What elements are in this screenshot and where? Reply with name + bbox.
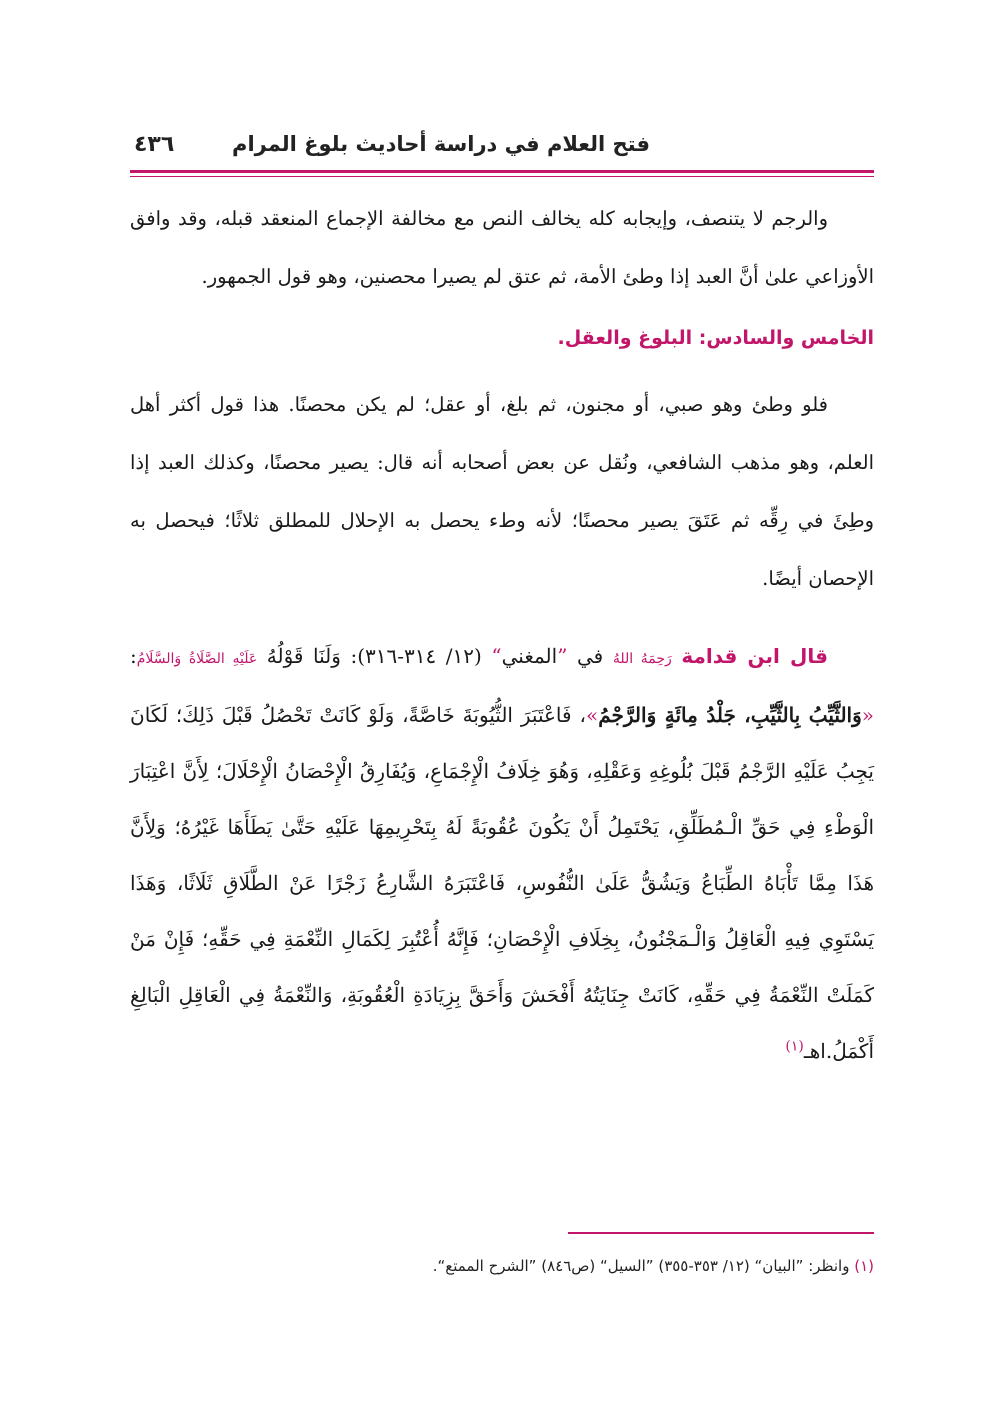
book-title: فتح العلام في دراسة أحاديث بلوغ المرام [232,132,650,156]
quote-author: قال ابن قدامة [681,644,829,668]
quote-paragraph: قال ابن قدامة رَحِمَهُ اللهُ في ”المغني“ (١٢/ ٣١٤-٣١٦): وَلَنَا قَوْلُهُ عَلَيْهِ الصَّلَاةُ وَالسَّلَامُ: «وَالثَّيِّبُ بِالثَّيِّبِ، جَلْدُ مِائَةٍ وَالرَّجْمُ»، فَاعْتَبَرَ الثُّيُوبَةَ خَاصَّةً، وَلَوْ كَانَتْ تَحْصُلُ قَبْلَ ذَلِكَ؛ لَكَانَ يَجِبُ عَلَيْهِ الرَّجْمُ قَبْلَ بُلُوغِهِ وَعَقْلِهِ، وَهُوَ خِلَافُ الْإِجْمَاعِ، وَيُفَارِقُ الْإِحْصَانُ الْإِحْلَالَ؛ لِأَنَّ اعْتِبَارَ الْوَطْءِ فِي حَقِّ الْـمُطَلِّقِ، يَحْتَمِلُ أَنْ يَكُونَ عُقُوبَةً لَهُ بِتَحْرِيمِهَا عَلَيْهِ حَتَّىٰ يَطَأَهَا غَيْرُهُ؛ وَلِأَنَّ هَذَا مِمَّا تَأْبَاهُ الطِّبَاعُ وَيَشُقُّ عَلَىٰ النُّفُوسِ، فَاعْتَبَرَهُ الشَّارِعُ زَجْرًا عَنْ الطَّلَاقِ ثَلَاثًا، وَهَذَا يَسْتَوِي فِيهِ الْعَاقِلُ وَالْـمَجْنُونُ، بِخِلَافِ الْإِحْصَانِ؛ فَإِنَّهُ أُعْتُبِرَ لِكَمَالِ النِّعْمَةِ فِي حَقِّهِ؛ فَإِنْ مَنْ كَمَلَتْ النِّعْمَةُ فِي حَقِّهِ، كَانَتْ جِنَايَتُهُ أَفْحَشَ وَأَحَقَّ بِزِيَادَةِ الْعُقُوبَةِ، وَالنِّعْمَةُ فِي الْعَاقِلِ الْبَالِغِ أَكْمَلُ.اهـ$^{(١)}$ [130,644,874,1063]
header-rule-thick [130,170,874,173]
footnote [130,1254,874,1278]
prophet-honorific-glyph: عَلَيْهِ الصَّلَاةُ وَالسَّلَامُ [136,651,258,667]
page-number: ٤٣٦ [134,132,175,157]
in-word: في [577,644,604,668]
honorific-glyph: رَحِمَهُ اللهُ [612,651,672,667]
hadith-quote-close: » [585,703,599,727]
book-quote-close: “ [491,644,502,668]
running-header [130,132,874,162]
quote-body: ، فَاعْتَبَرَ الثُّيُوبَةَ خَاصَّةً، وَلَوْ كَانَتْ تَحْصُلُ قَبْلَ ذَلِكَ؛ لَكَانَ يَجِبُ عَلَيْهِ الرَّجْمُ قَبْلَ بُلُوغِهِ وَعَقْلِهِ، وَهُوَ خِلَافُ الْإِجْمَاعِ، وَيُفَارِقُ الْإِحْصَانُ الْإِحْلَالَ؛ لِأَنَّ اعْتِبَارَ الْوَطْءِ فِي حَقِّ الْـمُطَلِّقِ، يَحْتَمِلُ أَنْ يَكُونَ عُقُوبَةً لَهُ بِتَحْرِيمِهَا عَلَيْهِ حَتَّىٰ يَطَأَهَا غَيْرُهُ؛ وَلِأَنَّ هَذَا مِمَّا تَأْبَاهُ الطِّبَاعُ وَيَشُقُّ عَلَىٰ النُّفُوسِ، فَاعْتَبَرَهُ الشَّارِعُ زَجْرًا عَنْ الطَّلَاقِ ثَلَاثًا، وَهَذَا يَسْتَوِي فِيهِ الْعَاقِلُ وَالْـمَجْنُونُ، بِخِلَافِ الْإِحْصَانِ؛ فَإِنَّهُ أُعْتُبِرَ لِكَمَالِ النِّعْمَةِ فِي حَقِّهِ؛ فَإِنْ مَنْ كَمَلَتْ النِّعْمَةُ فِي حَقِّهِ، كَانَتْ جِنَايَتُهُ أَفْحَشَ وَأَحَقَّ بِزِيَادَةِ الْعُقُوبَةِ، وَالنِّعْمَةُ فِي الْعَاقِلِ الْبَالِغِ أَكْمَلُ.اهـ [130,703,874,1063]
footnote-rule [568,1232,874,1234]
footnote-text: وانظر: ”البيان“ (١٢/ ٣٥٣-٣٥٥) ”السيل“ (ص٨٤٦) ”الشرح الممتع“. [432,1257,850,1275]
hadith-text: وَالثَّيِّبُ بِالثَّيِّبِ، جَلْدُ مِائَةٍ وَالرَّجْمُ [598,703,862,727]
footnote-number: (١) [854,1257,874,1275]
quote-intro: وَلَنَا قَوْلُهُ [266,644,341,668]
paragraph: فلو وطئ وهو صبي، أو مجنون، ثم بلغ، أو عقل؛ لم يكن محصنًا. هذا قول أكثر أهل العلم، وهو مذهب الشافعي، ونُقل عن بعض أصحابه أنه قال: يصير محصنًا، وكذلك العبد إذا وطِئَ في رِقِّه ثم عَتَقَ يصير محصنًا؛ لأنه وطء يحصل به الإحلال للمطلق ثلاثًا؛ فيحصل به الإحصان أيضًا. [130,393,874,590]
main-text [130,190,874,1079]
cited-book: المغني [501,644,558,668]
header-rule-thin [130,176,874,177]
document-page [130,0,874,1418]
hadith-quote-open: « [861,703,874,727]
footnote-marker[interactable]: (١) [785,1038,804,1055]
section-heading: الخامس والسادس: البلوغ والعقل. [557,327,874,349]
book-quote-open: ” [557,644,568,668]
citation-ref: (١٢/ ٣١٤-٣١٦): [350,644,482,668]
paragraph: والرجم لا يتنصف، وإيجابه كله يخالف النص مع مخالفة الإجماع المنعقد قبله، وقد وافق الأوزاعي علىٰ أنَّ العبد إذا وطئ الأمة، ثم عتق لم يصيرا محصنين، وهو قول الجمهور. [130,207,874,288]
